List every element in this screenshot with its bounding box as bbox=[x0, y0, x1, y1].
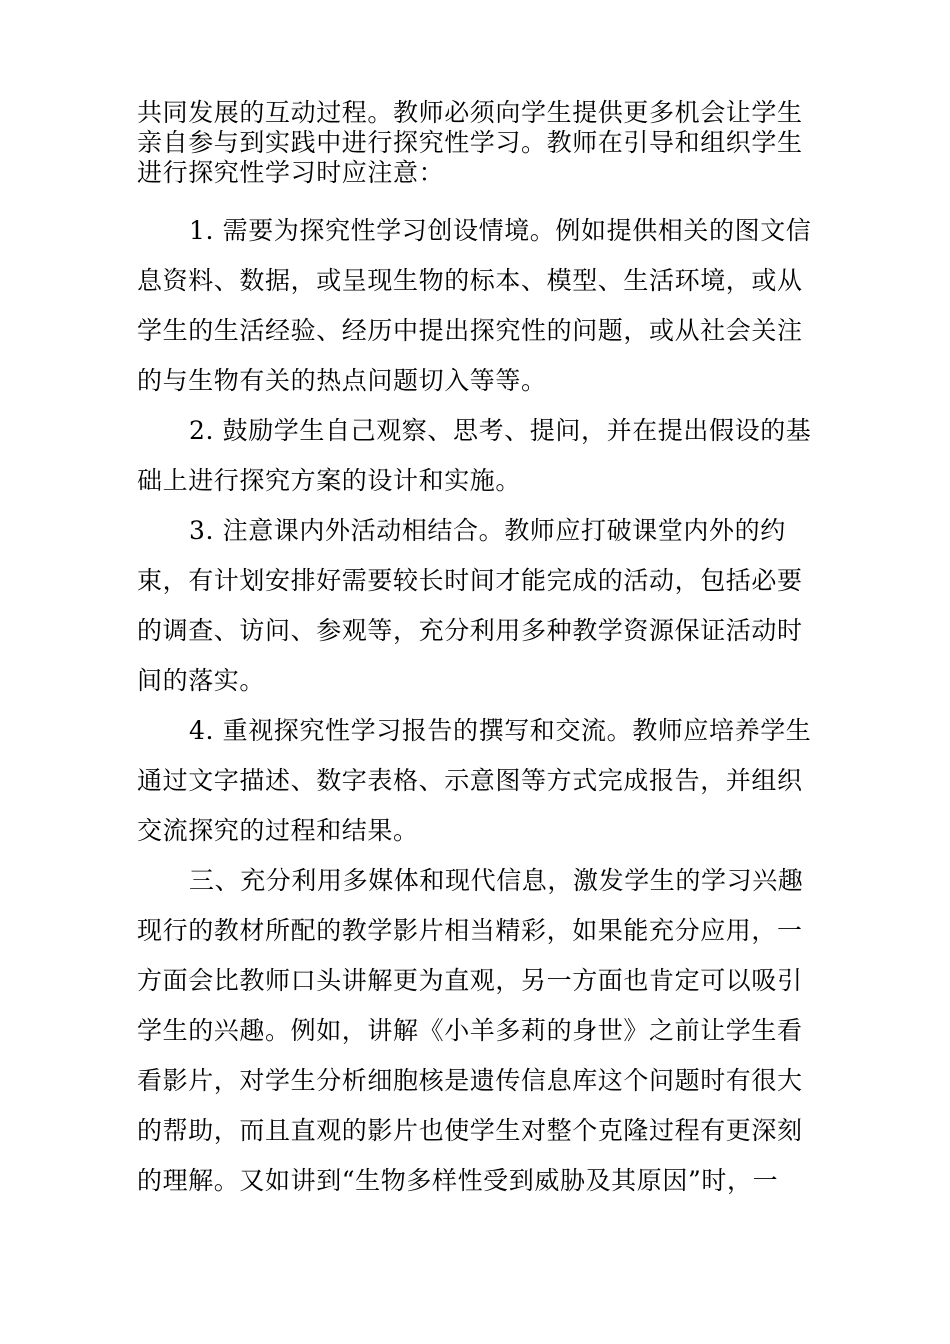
section-three-paragraph: 三、充分利用多媒体和现代信息，激发学生的学习兴趣现行的教材所配的教学影片相当精彩，如果能充分应用，一方面会比教师口头讲解更为直观，另一方面也肯定可以吸引学生的兴趣。例如，讲解《小羊多莉的身世》之前让学生看看影片，对学生分析细胞核是遗传信息库这个问题时有很大的帮助，而且直观的影片也使学生对整个克隆过程有更深刻的理解。又如讲到“生物多样性受到威胁及其原因”时，一 bbox=[137, 866, 804, 1195]
paragraph-item-3: 3. 注意课内外活动相结合。教师应打破课堂内外的约束，有计划安排好需要较长时间才能完成的活动，包括必要的调查、访问、参观等，充分利用多种教学资源保证活动时间的落实。 bbox=[137, 516, 803, 695]
paragraph-item-2: 2. 鼓励学生自己观察、思考、提问，并在提出假设的基础上进行探究方案的设计和实施。 bbox=[137, 416, 812, 495]
intro-paragraph: 共同发展的互动过程。教师必须向学生提供更多机会让学生亲自参与到实践中进行探究性学习。教师在引导和组织学生进行探究性学习时应注意： bbox=[137, 98, 803, 187]
paragraph-item-4: 4. 重视探究性学习报告的撰写和交流。教师应培养学生通过文字描述、数字表格、示意图等方式完成报告，并组织交流探究的过程和结果。 bbox=[137, 716, 812, 845]
paragraph-item-1: 1. 需要为探究性学习创设情境。例如提供相关的图文信息资料、数据，或呈现生物的标本、模型、生活环境，或从学生的生活经验、经历中提出探究性的问题，或从社会关注的与生物有关的热点问题切入等等。 bbox=[137, 216, 812, 395]
document-body bbox=[137, 98, 813, 1206]
